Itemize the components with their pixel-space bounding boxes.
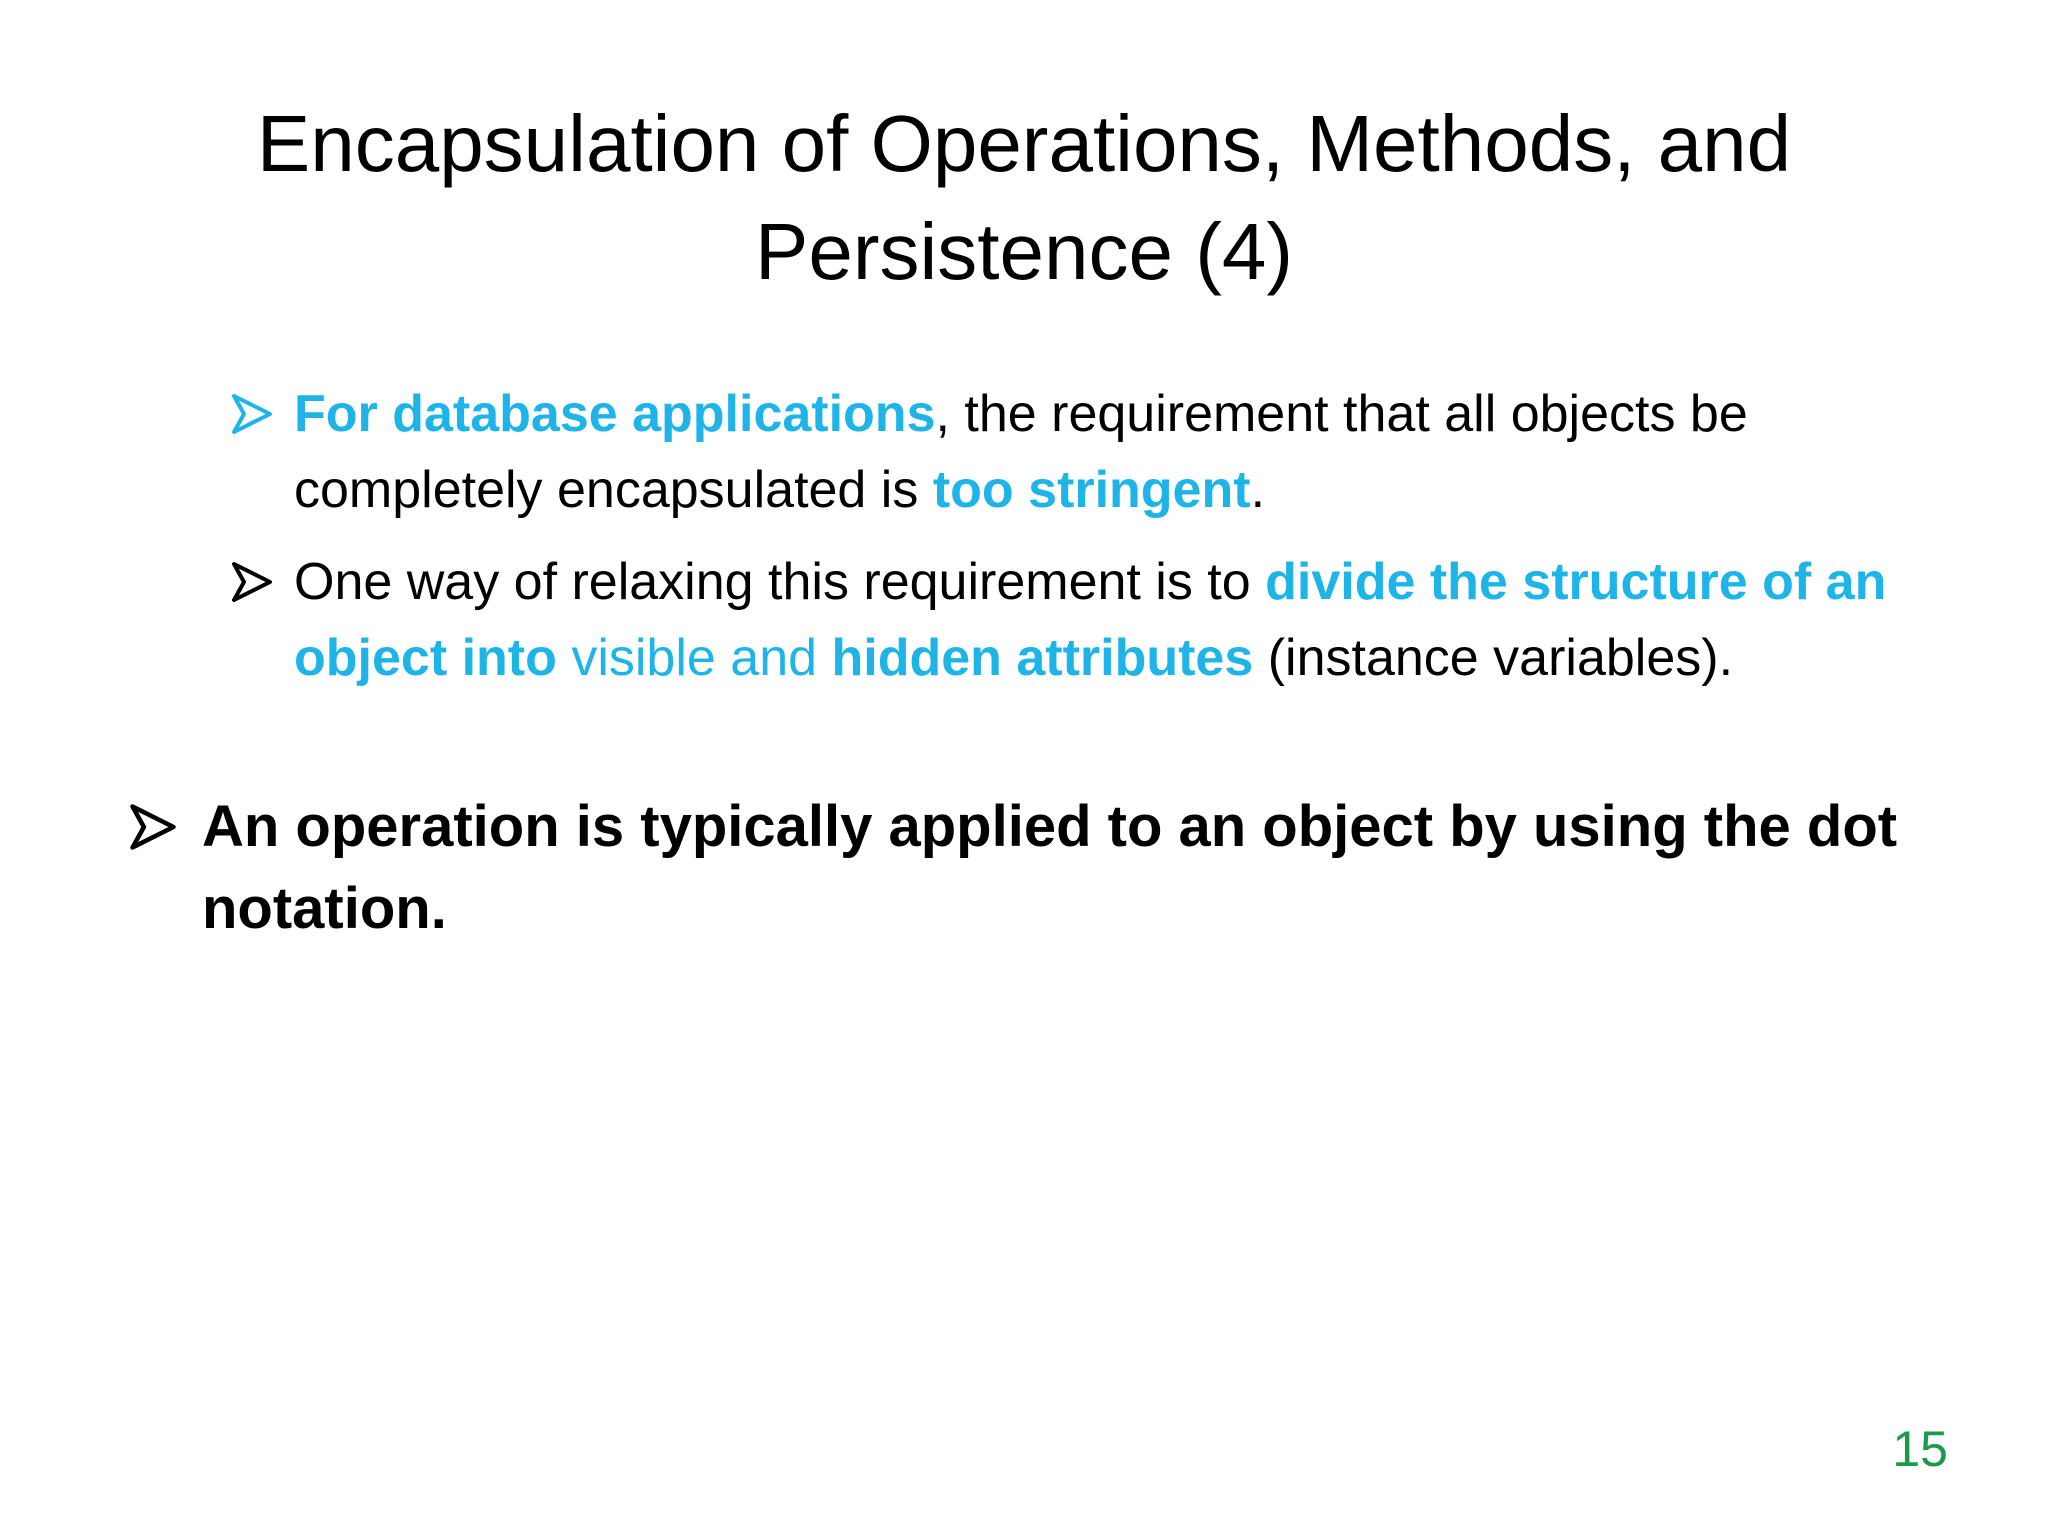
arrowhead-bullet-icon (230, 544, 294, 620)
highlight-text: hidden attributes (831, 629, 1254, 687)
highlight-text: too stringent (932, 461, 1251, 519)
highlight-text: divide the structure of an object into (294, 553, 1887, 687)
body-text: , the requirement that all objects be completely encapsulated is (294, 385, 1748, 519)
bullet-text: An operation is typically applied to an object by using the dot notation. (202, 794, 1898, 941)
page-number: 15 (1892, 1421, 1948, 1477)
arrowhead-bullet-shape (128, 802, 178, 852)
arrowhead-bullet-icon (128, 786, 202, 868)
slide-title: Encapsulation of Operations, Methods, and Persistence (4) (256, 99, 1792, 296)
arrowhead-bullet-icon (230, 376, 294, 452)
bullet-text (294, 376, 1910, 528)
bullet-dot-notation (128, 786, 1908, 950)
bullet-text (294, 544, 1910, 696)
bullet-relaxing-requirement (230, 544, 1910, 696)
arrowhead-bullet-shape (230, 392, 274, 436)
body-text: (instance variables). (1253, 629, 1734, 687)
body-text: One way of relaxing this requirement is to (294, 553, 1266, 611)
body-text: . (1250, 461, 1266, 519)
bullet-database-applications (230, 376, 1910, 528)
arrowhead-bullet-path (234, 396, 270, 432)
highlight-text: For database applications (294, 385, 936, 443)
arrowhead-bullet-path (234, 564, 270, 600)
arrowhead-bullet-path (133, 807, 174, 848)
arrowhead-bullet-shape (230, 560, 274, 604)
highlight-text: visible and (556, 629, 832, 687)
